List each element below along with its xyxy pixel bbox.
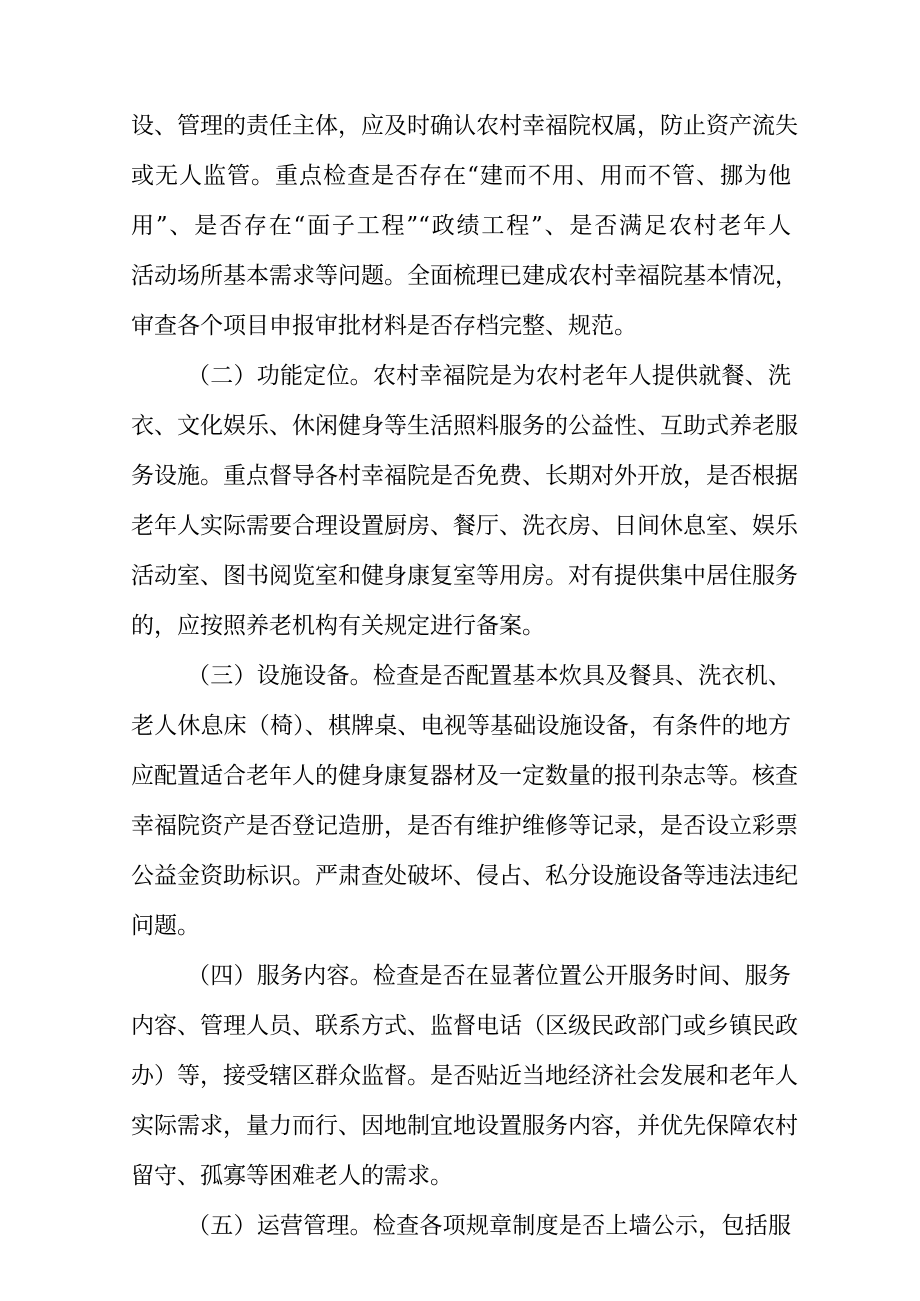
text-line: （三）设施设备。检查是否配置基本炊具及餐具、洗衣机、 bbox=[187, 663, 791, 689]
text-line: 内容、管理人员、联系方式、监督电话（区级民政部门或乡镇民政 bbox=[131, 1013, 798, 1039]
text-line: 用”、是否存在“面子工程”“政绩工程”、是否满足农村老年人 bbox=[131, 213, 791, 239]
text-line: 问题。 bbox=[131, 913, 200, 939]
text-line: （四）服务内容。检查是否在显著位置公开服务时间、服务 bbox=[187, 963, 791, 989]
text-line: 的，应按照养老机构有关规定进行备案。 bbox=[131, 613, 545, 639]
text-line: 审查各个项目申报审批材料是否存档完整、规范。 bbox=[131, 313, 637, 339]
text-line: 老年人实际需要合理设置厨房、餐厅、洗衣房、日间休息室、娱乐 bbox=[131, 513, 798, 539]
text-line: 公益金资助标识。严肃查处破坏、侵占、私分设施设备等违法违纪 bbox=[131, 863, 798, 889]
text-line: 幸福院资产是否登记造册，是否有维护维修等记录，是否设立彩票 bbox=[131, 813, 798, 839]
text-line: 设、管理的责任主体，应及时确认农村幸福院权属，防止资产流失 bbox=[131, 113, 798, 139]
text-line: 实际需求，量力而行、因地制宜地设置服务内容，并优先保障农村 bbox=[131, 1113, 798, 1139]
text-line: 衣、文化娱乐、休闲健身等生活照料服务的公益性、互助式养老服 bbox=[131, 413, 798, 439]
text-line: 办）等，接受辖区群众监督。是否贴近当地经济社会发展和老年人 bbox=[131, 1063, 798, 1089]
text-line: （五）运营管理。检查各项规章制度是否上墙公示，包括服 bbox=[187, 1213, 791, 1239]
text-line: 活动室、图书阅览室和健身康复室等用房。对有提供集中居住服务 bbox=[131, 563, 798, 589]
text-line: 应配置适合老年人的健身康复器材及一定数量的报刊杂志等。核查 bbox=[131, 763, 798, 789]
text-line: 务设施。重点督导各村幸福院是否免费、长期对外开放，是否根据 bbox=[131, 463, 798, 489]
text-line: （二）功能定位。农村幸福院是为农村老年人提供就餐、洗 bbox=[187, 363, 791, 389]
text-line: 留守、孤寡等困难老人的需求。 bbox=[131, 1163, 453, 1189]
text-line: 活动场所基本需求等问题。全面梳理已建成农村幸福院基本情况， bbox=[131, 263, 798, 289]
text-line: 老人休息床（椅）、棋牌桌、电视等基础设施设备，有条件的地方 bbox=[131, 713, 791, 739]
text-line: 或无人监管。重点检查是否存在“建而不用、用而不管、挪为他 bbox=[131, 163, 791, 189]
